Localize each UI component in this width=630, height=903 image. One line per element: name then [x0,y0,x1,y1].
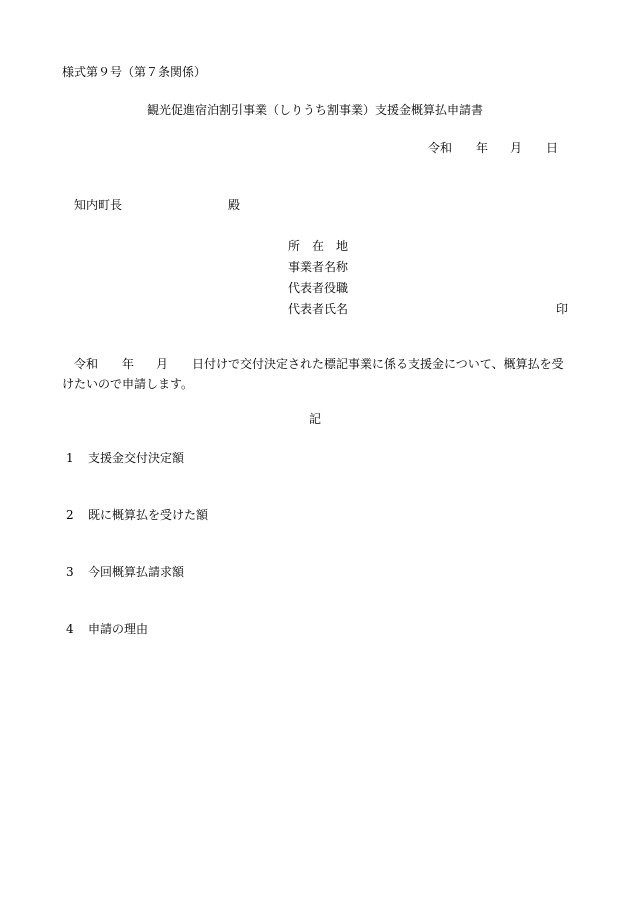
applicant-field-representative-title: 代表者役職 [288,281,349,295]
form-number: 様式第９号（第７条関係） [62,65,207,79]
item-3 [66,565,184,579]
request-statement [62,354,570,394]
item-2 [66,508,208,522]
item-4 [66,622,148,636]
body-month-unit: 月 [156,357,169,371]
date-month-unit: 月 [510,141,523,155]
item-label: 申請の理由 [88,622,149,636]
seal-mark: 印 [556,302,569,316]
item-label: 支援金交付決定額 [88,451,185,465]
document-title: 観光促進宿泊割引事業（しりうち割事業）支援金概算払申請書 [146,103,483,117]
item-1 [66,451,184,465]
applicant-field-representative-name: 代表者氏名 [288,302,349,316]
ki-heading: 記 [308,412,321,426]
addressee-name: 知内町長 [74,198,123,212]
item-label: 今回概算払請求額 [88,565,185,579]
date-year-unit: 年 [476,141,489,155]
body-year-unit: 年 [122,357,135,371]
body-text: 日付けで交付決定された標記事業に係る支援金について、概算払を受けたいので申請します。 [62,357,564,391]
addressee [74,198,240,212]
date-era: 令和 [428,141,453,155]
item-number: 3 [66,565,74,579]
applicant-fields [288,239,348,323]
applicant-field-address: 所 在 地 [288,239,349,253]
item-number: 4 [66,622,74,636]
item-label: 既に概算払を受けた額 [88,508,209,522]
item-number: 1 [66,451,74,465]
addressee-honorific: 殿 [228,198,241,212]
application-date [428,141,558,155]
applicant-field-business-name: 事業者名称 [288,260,349,274]
body-era: 令和 [74,357,99,371]
date-day-unit: 日 [546,141,559,155]
item-number: 2 [66,508,74,522]
